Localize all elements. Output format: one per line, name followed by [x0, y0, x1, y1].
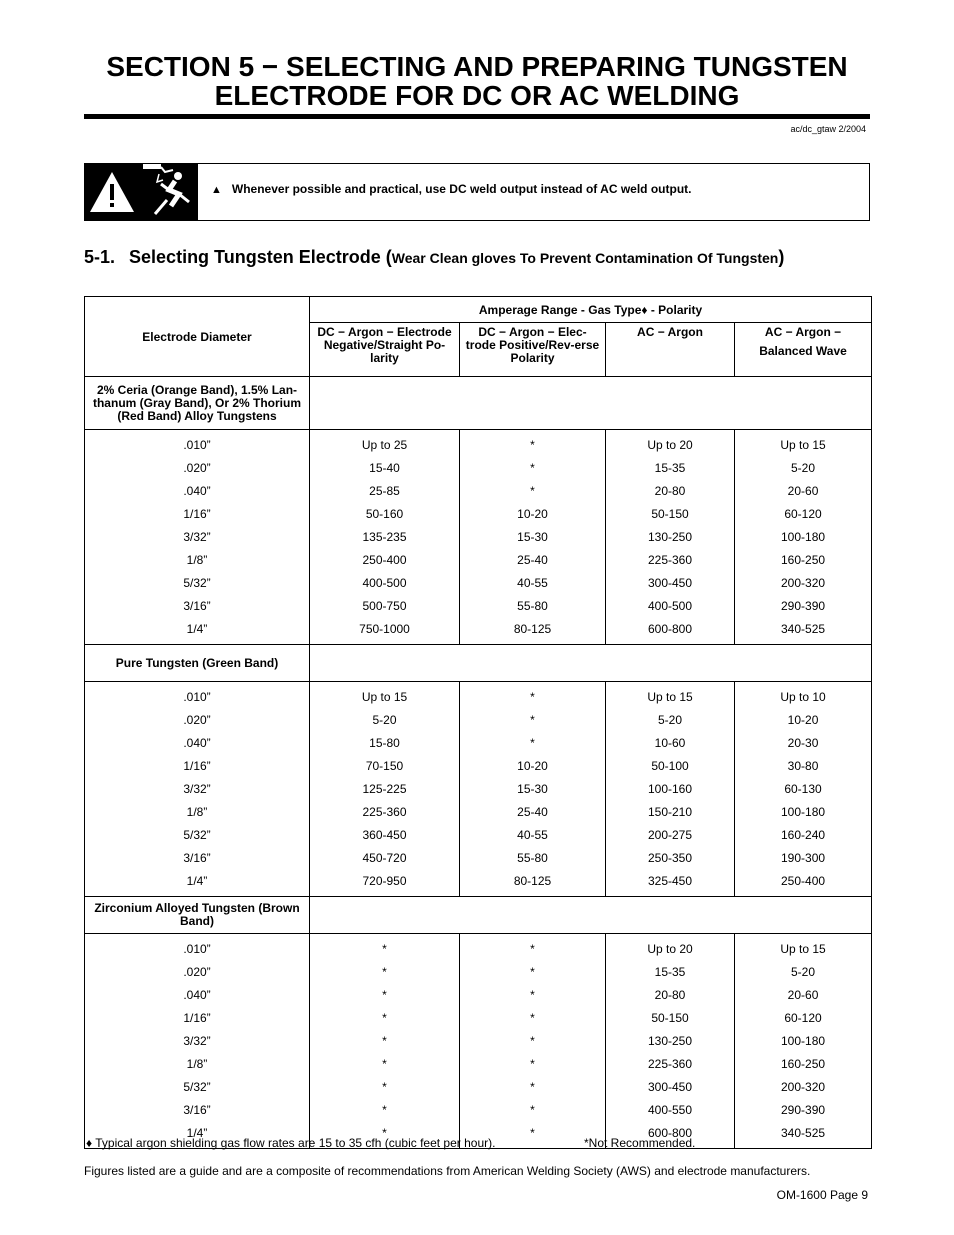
table-cell: 1/16”	[85, 1007, 310, 1030]
warning-divider	[197, 164, 198, 220]
group-label: Pure Tungsten (Green Band)	[85, 645, 310, 682]
table-cell: 340-525	[735, 618, 872, 645]
table-cell: 1/16”	[85, 755, 310, 778]
table-cell: 5/32”	[85, 824, 310, 847]
table-cell: 100-180	[735, 1030, 872, 1053]
table-cell: 60-130	[735, 778, 872, 801]
table-cell: 5-20	[735, 457, 872, 480]
table-cell: 160-250	[735, 1053, 872, 1076]
table-cell: 5-20	[735, 961, 872, 984]
section-subtitle: Wear Clean gloves To Prevent Contamination Of Tungsten	[391, 250, 779, 266]
table-cell: 160-250	[735, 549, 872, 572]
table-cell: 720-950	[310, 870, 460, 897]
group-empty-cell	[310, 897, 872, 934]
table-cell: 3/32”	[85, 1030, 310, 1053]
header-ac-argon: AC − Argon	[606, 323, 735, 377]
table-cell: 1/8”	[85, 549, 310, 572]
table-cell: 10-20	[735, 709, 872, 732]
table-cell: 190-300	[735, 847, 872, 870]
table-row	[85, 847, 872, 870]
table-cell: Up to 10	[735, 682, 872, 710]
table-cell: 3/32”	[85, 526, 310, 549]
table-cell: *	[460, 1122, 606, 1149]
header-amperage-range: Amperage Range - Gas Type♦ - Polarity	[310, 297, 872, 323]
table-cell: 5-20	[606, 709, 735, 732]
table-cell: 25-40	[460, 549, 606, 572]
table-row	[85, 1007, 872, 1030]
table-cell: 15-30	[460, 778, 606, 801]
warning-symbols	[85, 164, 197, 220]
table-cell: 225-360	[606, 549, 735, 572]
warning-message: Whenever possible and practical, use DC weld output instead of AC weld output.	[231, 182, 692, 196]
table-cell: 340-525	[735, 1122, 872, 1149]
table-row	[85, 961, 872, 984]
table-cell: *	[460, 1053, 606, 1076]
table-cell: Up to 25	[310, 430, 460, 458]
table-row	[85, 526, 872, 549]
table-cell: 360-450	[310, 824, 460, 847]
table-cell: *	[460, 430, 606, 458]
table-cell: 15-30	[460, 526, 606, 549]
table-cell: *	[310, 1099, 460, 1122]
table-cell: *	[310, 1053, 460, 1076]
table-cell: *	[460, 1099, 606, 1122]
table-cell: 225-360	[310, 801, 460, 824]
table-cell: Up to 15	[735, 934, 872, 962]
group-row	[85, 645, 872, 682]
table-cell: *	[460, 457, 606, 480]
table-cell: 400-500	[606, 595, 735, 618]
table-cell: *	[460, 1030, 606, 1053]
table-row	[85, 870, 872, 897]
section-title: Selecting Tungsten Electrode (	[129, 247, 392, 267]
table-cell: 290-390	[735, 595, 872, 618]
section-heading	[84, 247, 784, 268]
table-cell: 250-350	[606, 847, 735, 870]
table-cell: .020”	[85, 709, 310, 732]
table-cell: 325-450	[606, 870, 735, 897]
table-cell: .020”	[85, 961, 310, 984]
table-cell: 135-235	[310, 526, 460, 549]
group-row	[85, 897, 872, 934]
table-cell: 20-60	[735, 480, 872, 503]
table-cell: Up to 20	[606, 430, 735, 458]
table-cell: .040”	[85, 984, 310, 1007]
table-cell: *	[460, 709, 606, 732]
table-cell: 200-320	[735, 1076, 872, 1099]
warning-box	[84, 163, 870, 221]
header-ac-balanced-line2: Balanced Wave	[759, 344, 847, 358]
footnote-gas-flow: ♦ Typical argon shielding gas flow rates are 15 to 35 cfh (cubic feet per hour).	[86, 1136, 496, 1150]
table-cell: 60-120	[735, 1007, 872, 1030]
table-cell: Up to 15	[606, 682, 735, 710]
table-row	[85, 732, 872, 755]
table-cell: 500-750	[310, 595, 460, 618]
electric-shock-icon	[141, 168, 193, 216]
table-cell: .010”	[85, 430, 310, 458]
table-cell: 70-150	[310, 755, 460, 778]
table-cell: *	[310, 1122, 460, 1149]
table-cell: 130-250	[606, 1030, 735, 1053]
table-row	[85, 709, 872, 732]
table-cell: 80-125	[460, 618, 606, 645]
table-row	[85, 572, 872, 595]
doc-code: ac/dc_gtaw 2/2004	[790, 124, 866, 134]
table-cell: 3/16”	[85, 595, 310, 618]
table-cell: 40-55	[460, 572, 606, 595]
table-cell: 1/16”	[85, 503, 310, 526]
table-cell: 1/4”	[85, 870, 310, 897]
table-cell: 160-240	[735, 824, 872, 847]
group-empty-cell	[310, 645, 872, 682]
header-dc-ep: DC − Argon − Elec-trode Positive/Rev-erse Polarity	[460, 323, 606, 377]
table-cell: 600-800	[606, 618, 735, 645]
table-cell: .010”	[85, 682, 310, 710]
table-cell: .020”	[85, 457, 310, 480]
table-cell: 300-450	[606, 572, 735, 595]
table-row	[85, 1053, 872, 1076]
table-cell: 40-55	[460, 824, 606, 847]
table-cell: .010”	[85, 934, 310, 962]
table-cell: 200-275	[606, 824, 735, 847]
table-cell: 3/32”	[85, 778, 310, 801]
table-cell: 15-80	[310, 732, 460, 755]
table-cell: 450-720	[310, 847, 460, 870]
table-row	[85, 618, 872, 645]
table-cell: 20-80	[606, 984, 735, 1007]
table-row	[85, 503, 872, 526]
table-cell: 10-60	[606, 732, 735, 755]
table-row	[85, 457, 872, 480]
table-row	[85, 1076, 872, 1099]
table-cell: 25-40	[460, 801, 606, 824]
table-cell: *	[310, 1007, 460, 1030]
table-row	[85, 934, 872, 962]
table-cell: 20-60	[735, 984, 872, 1007]
group-label: Zirconium Alloyed Tungsten (Brown Band)	[85, 897, 310, 934]
page-number: OM-1600 Page 9	[776, 1188, 868, 1202]
header-electrode-diameter: Electrode Diameter	[85, 297, 310, 377]
table-cell: 55-80	[460, 595, 606, 618]
group-empty-cell	[310, 377, 872, 430]
warning-text	[211, 182, 692, 196]
table-cell: 225-360	[606, 1053, 735, 1076]
table-cell: .040”	[85, 480, 310, 503]
table-cell: *	[460, 961, 606, 984]
table-row	[85, 1030, 872, 1053]
table-cell: 50-100	[606, 755, 735, 778]
table-cell: 250-400	[735, 870, 872, 897]
table-row	[85, 549, 872, 572]
table-cell: 1/8”	[85, 1053, 310, 1076]
table-body	[85, 377, 872, 1149]
table-cell: 100-180	[735, 801, 872, 824]
table-cell: 80-125	[460, 870, 606, 897]
table-cell: 55-80	[460, 847, 606, 870]
table-cell: 100-180	[735, 526, 872, 549]
table-cell: *	[460, 984, 606, 1007]
table-cell: *	[310, 934, 460, 962]
table-cell: 60-120	[735, 503, 872, 526]
table-cell: *	[460, 480, 606, 503]
table-cell: 1/4”	[85, 618, 310, 645]
table-row	[85, 682, 872, 710]
table-cell: 3/16”	[85, 1099, 310, 1122]
table-row	[85, 778, 872, 801]
table-cell: 50-150	[606, 1007, 735, 1030]
table-cell: 50-160	[310, 503, 460, 526]
page-title-line2: ELECTRODE FOR DC OR AC WELDING	[214, 80, 740, 111]
table-cell: 1/4”	[85, 1122, 310, 1149]
table-row	[85, 801, 872, 824]
group-row	[85, 377, 872, 430]
table-cell: *	[310, 1076, 460, 1099]
table-row	[85, 595, 872, 618]
footnote-guide: Figures listed are a guide and are a composite of recommendations from American Welding Society (AWS) and electrode manufacturers.	[84, 1164, 811, 1178]
table-cell: 3/16”	[85, 847, 310, 870]
header-dc-en: DC − Argon − Electrode Negative/Straight Po-larity	[310, 323, 460, 377]
table-cell: 10-20	[460, 503, 606, 526]
page-title-line1: SECTION 5 − SELECTING AND PREPARING TUNGSTEN	[106, 51, 848, 82]
table-cell: 400-500	[310, 572, 460, 595]
table-cell: *	[460, 732, 606, 755]
table-cell: *	[460, 1007, 606, 1030]
table-row	[85, 984, 872, 1007]
title-rule	[84, 114, 870, 119]
table-cell: *	[460, 1076, 606, 1099]
table-row	[85, 755, 872, 778]
table-cell: 150-210	[606, 801, 735, 824]
table-cell: 750-1000	[310, 618, 460, 645]
table-cell: Up to 20	[606, 934, 735, 962]
table-cell: 5-20	[310, 709, 460, 732]
table-cell: 400-550	[606, 1099, 735, 1122]
header-ac-balanced	[735, 323, 872, 377]
table-cell: 300-450	[606, 1076, 735, 1099]
page-title	[84, 52, 870, 110]
table-cell: 50-150	[606, 503, 735, 526]
table-cell: *	[310, 984, 460, 1007]
table-cell: .040”	[85, 732, 310, 755]
table-cell: 1/8”	[85, 801, 310, 824]
group-label: 2% Ceria (Orange Band), 1.5% Lan-thanum (Gray Band), Or 2% Thorium (Red Band) Alloy Tungstens	[85, 377, 310, 430]
table-cell: 200-320	[735, 572, 872, 595]
table-row	[85, 1099, 872, 1122]
table-cell: 100-160	[606, 778, 735, 801]
table-cell: 15-40	[310, 457, 460, 480]
table-cell: 20-80	[606, 480, 735, 503]
table-cell: 15-35	[606, 961, 735, 984]
table-cell: 125-225	[310, 778, 460, 801]
table-cell: 250-400	[310, 549, 460, 572]
safety-warning-icon	[85, 164, 197, 220]
table-cell: *	[460, 934, 606, 962]
tungsten-amperage-table	[84, 296, 872, 1149]
table-cell: 15-35	[606, 457, 735, 480]
header-ac-balanced-line1: AC − Argon −	[764, 325, 842, 339]
table-cell: 5/32”	[85, 1076, 310, 1099]
section-number: 5-1.	[84, 247, 116, 267]
table-cell: 10-20	[460, 755, 606, 778]
table-cell: Up to 15	[735, 430, 872, 458]
table-cell: 130-250	[606, 526, 735, 549]
table-cell: 600-800	[606, 1122, 735, 1149]
table-cell: *	[460, 682, 606, 710]
table-row	[85, 480, 872, 503]
table-cell: 20-30	[735, 732, 872, 755]
table-cell: *	[310, 1030, 460, 1053]
table-row	[85, 430, 872, 458]
table-cell: 30-80	[735, 755, 872, 778]
footnote-not-recommended: *Not Recommended.	[584, 1136, 696, 1150]
table-cell: 290-390	[735, 1099, 872, 1122]
warning-marker-icon: ▲	[211, 184, 222, 196]
table-cell: *	[310, 961, 460, 984]
table-cell: 5/32”	[85, 572, 310, 595]
table-cell: Up to 15	[310, 682, 460, 710]
table-row	[85, 824, 872, 847]
section-close-paren: )	[778, 247, 785, 267]
table-cell: 25-85	[310, 480, 460, 503]
